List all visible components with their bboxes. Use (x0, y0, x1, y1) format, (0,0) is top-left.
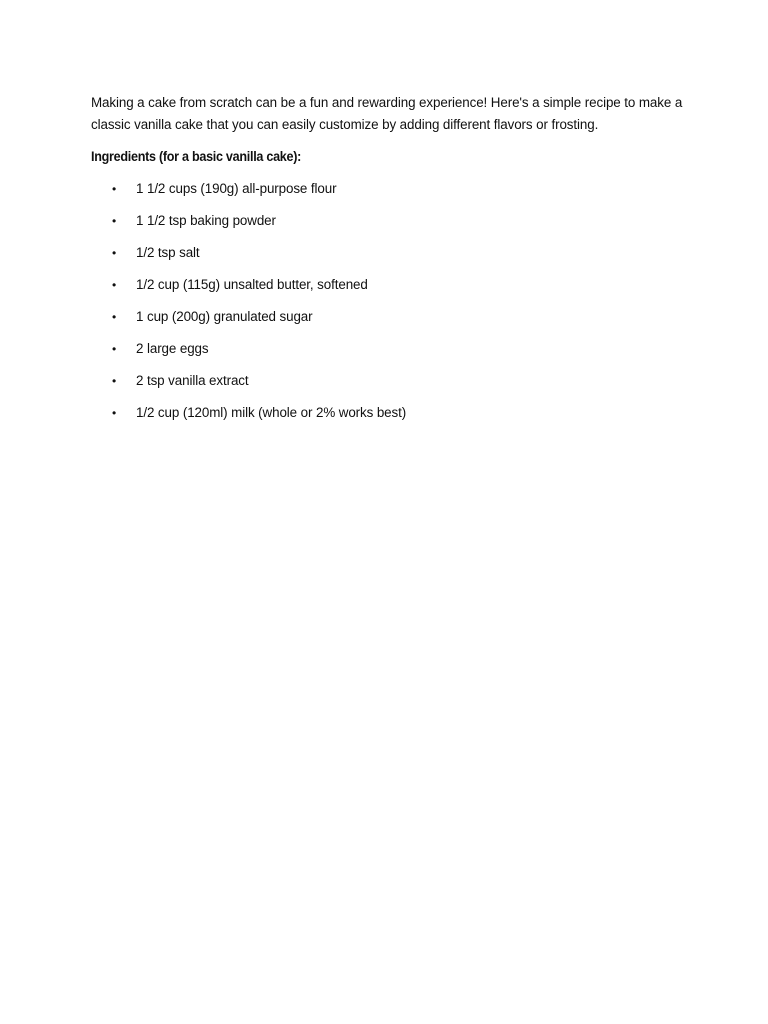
ingredient-text: 1 1/2 tsp baking powder (136, 213, 276, 228)
bullet-icon: • (112, 182, 117, 196)
list-item (91, 210, 691, 232)
list-item (91, 338, 691, 360)
bullet-icon: • (112, 310, 117, 324)
document-page (91, 92, 691, 434)
bullet-icon: • (112, 246, 117, 260)
ingredient-text: 1/2 cup (115g) unsalted butter, softened (136, 277, 368, 292)
list-item (91, 242, 691, 264)
ingredient-text: 2 large eggs (136, 341, 209, 356)
list-item (91, 306, 691, 328)
list-item (91, 274, 691, 296)
ingredients-heading: Ingredients (for a basic vanilla cake): (91, 149, 302, 164)
bullet-icon: • (112, 374, 117, 388)
ingredient-text: 1/2 cup (120ml) milk (whole or 2% works best) (136, 405, 407, 420)
bullet-icon: • (112, 278, 117, 292)
ingredient-text: 1 cup (200g) granulated sugar (136, 309, 313, 324)
intro-paragraph: Making a cake from scratch can be a fun and rewarding experience! Here's a simple recipe to make a classic vanilla cake that you can easily customize by adding different flavors or frosting. (91, 95, 683, 132)
ingredient-text: 2 tsp vanilla extract (136, 373, 249, 388)
ingredient-text: 1 1/2 cups (190g) all-purpose flour (136, 181, 337, 196)
list-item (91, 402, 691, 424)
bullet-icon: • (112, 214, 117, 228)
ingredients-list (91, 178, 691, 424)
bullet-icon: • (112, 342, 117, 356)
bullet-icon: • (112, 406, 117, 420)
ingredient-text: 1/2 tsp salt (136, 245, 200, 260)
list-item (91, 370, 691, 392)
list-item (91, 178, 691, 200)
